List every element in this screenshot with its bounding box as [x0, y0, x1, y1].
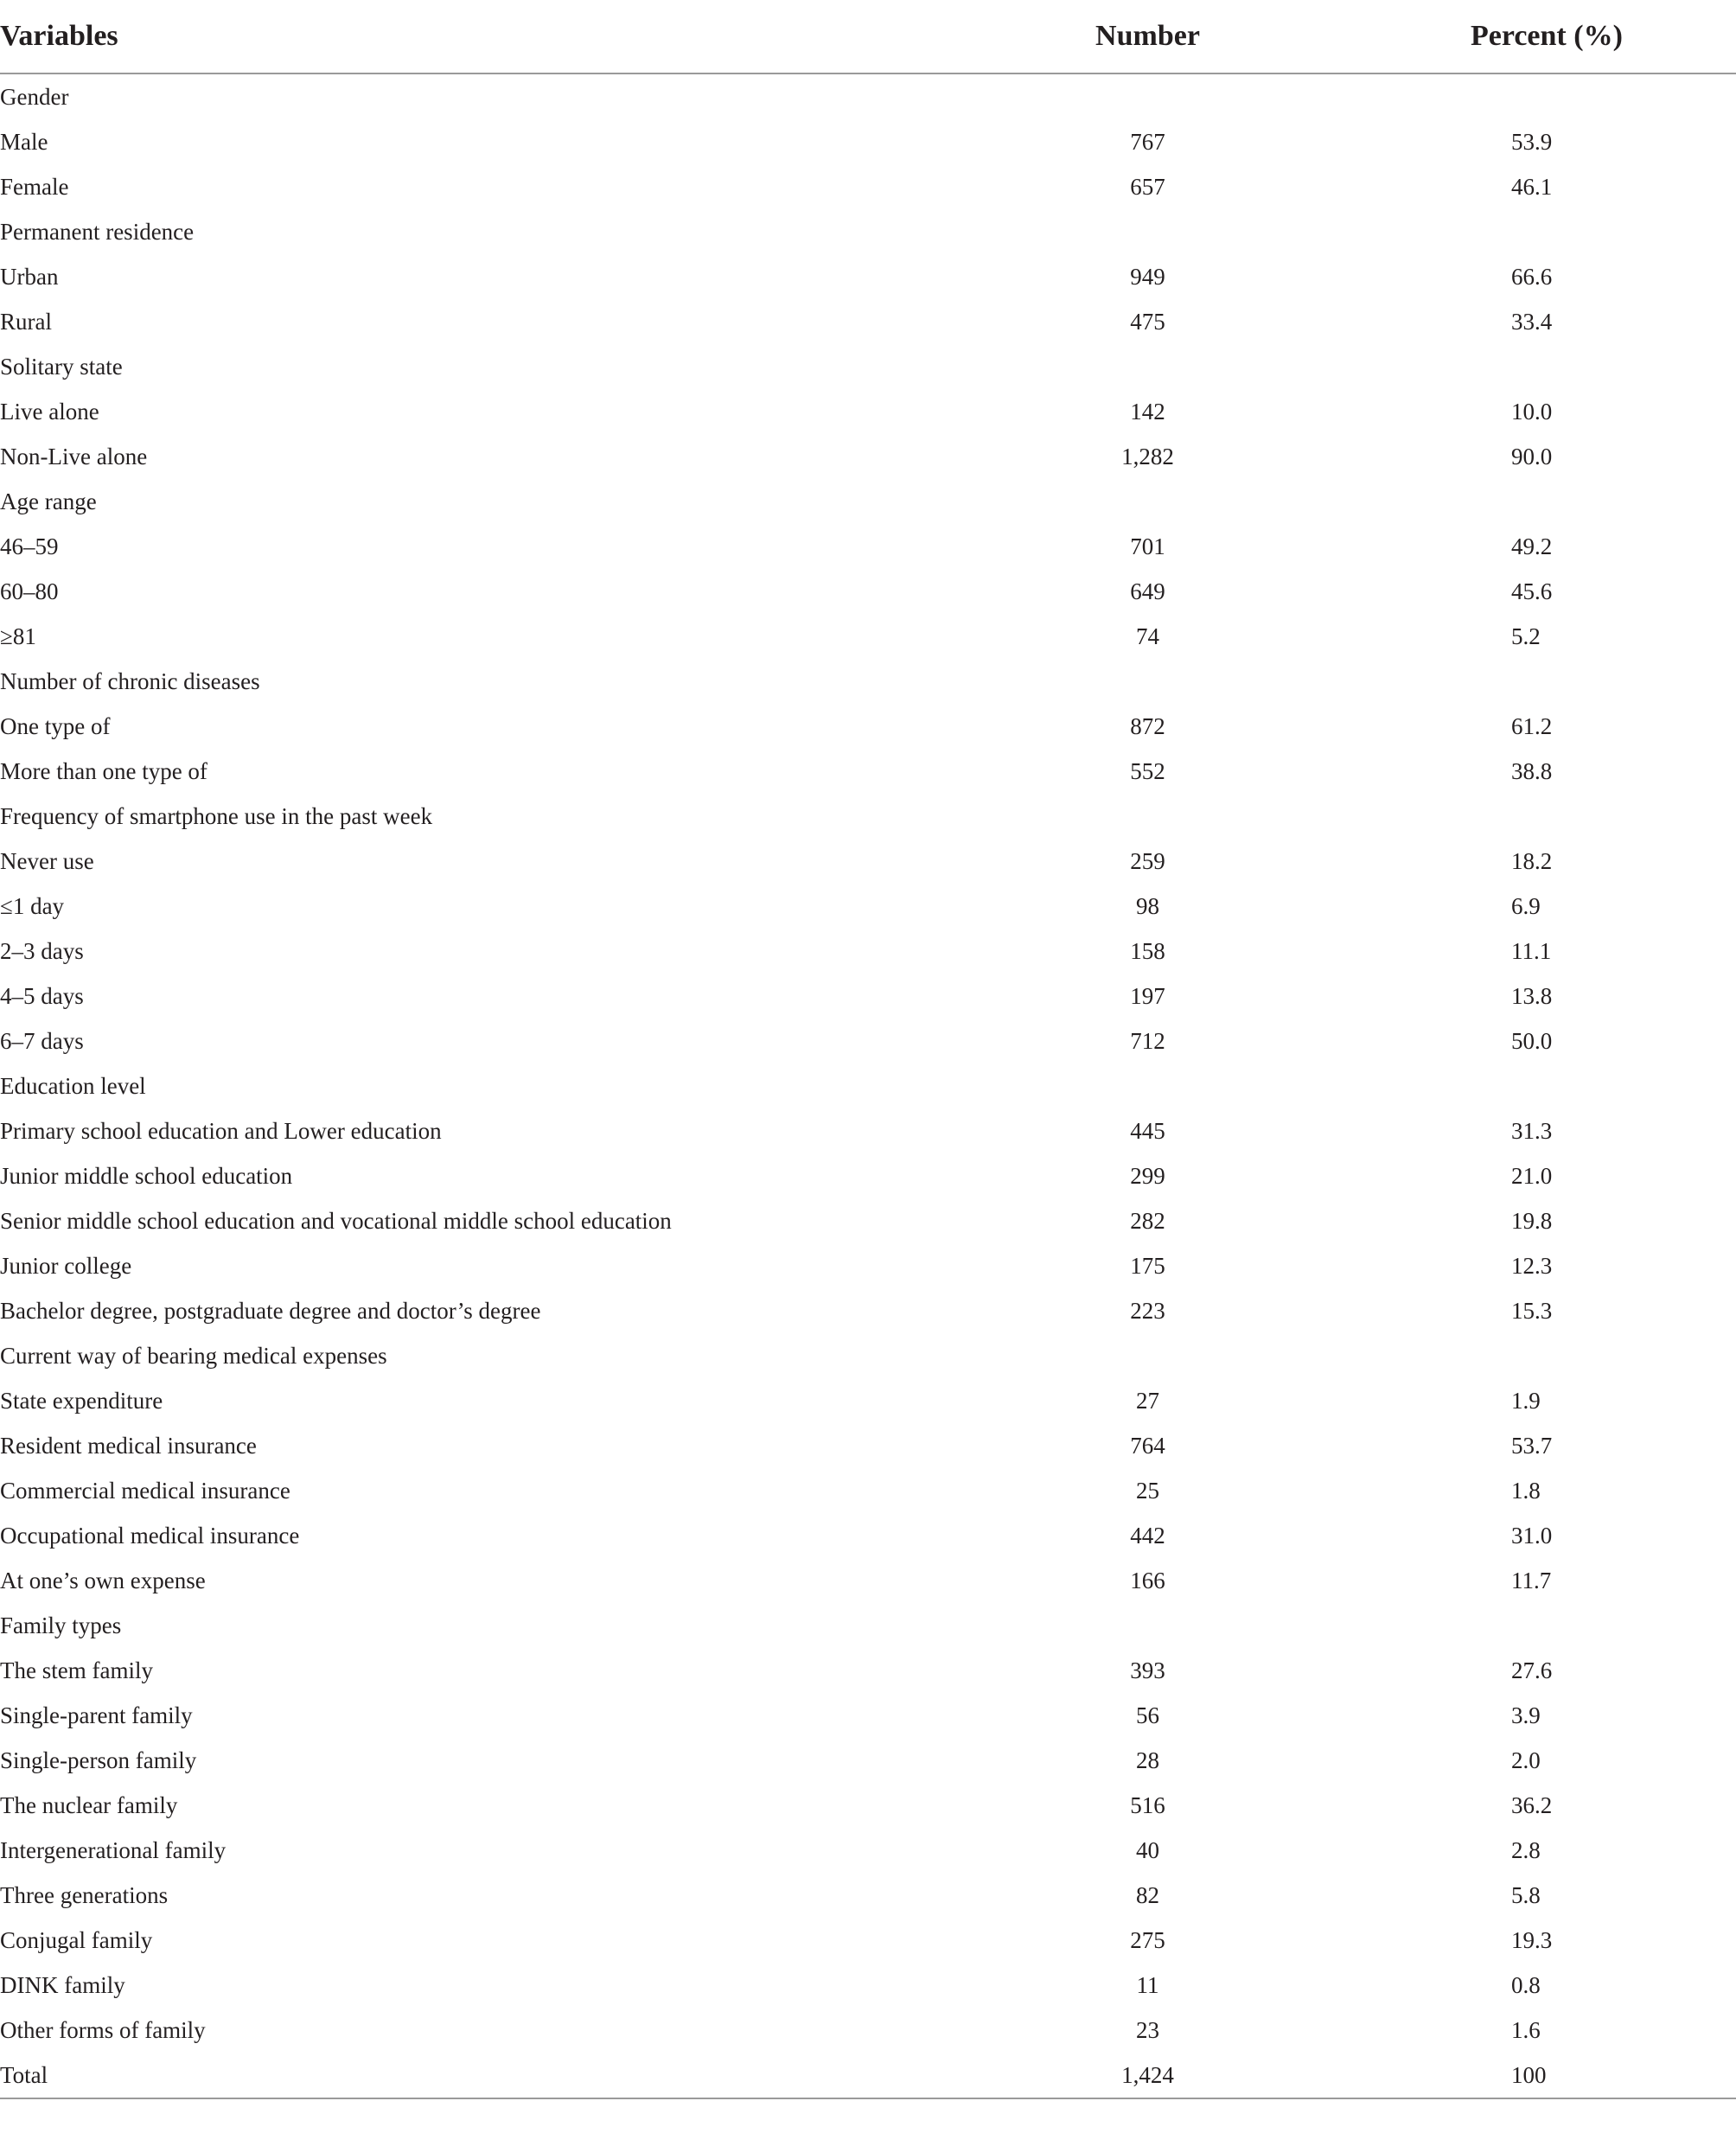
table-row [0, 1019, 1736, 1063]
variable-label: 6–7 days [0, 1027, 84, 1054]
variable-label: The stem family [0, 1657, 153, 1683]
variable-label: Conjugal family [0, 1926, 153, 1953]
number-cell: 158 [1130, 937, 1165, 964]
percent-cell: 27.6 [1511, 1657, 1553, 1683]
variable-label: ≤1 day [0, 892, 65, 919]
number-cell: 142 [1130, 398, 1165, 425]
percent-cell [1284, 1333, 1736, 1378]
variable-label: Junior middle school education [0, 1162, 293, 1189]
number-cell: 98 [1136, 892, 1159, 919]
variable-label: Female [0, 173, 69, 200]
table-row [0, 389, 1736, 434]
number-cell: 949 [1130, 263, 1165, 290]
table-row [0, 1873, 1736, 1918]
percent-cell: 53.7 [1511, 1432, 1553, 1459]
variable-label: Senior middle school education and vocational middle school education [0, 1207, 672, 1234]
section-header-row [0, 73, 1736, 119]
variable-label: 2–3 days [0, 937, 84, 964]
variable-label: State expenditure [0, 1387, 163, 1414]
number-cell: 1,424 [1012, 2053, 1284, 2098]
percent-cell: 61.2 [1511, 712, 1553, 739]
variable-label: Urban [0, 263, 59, 290]
section-label: Education level [0, 1072, 146, 1099]
number-cell [1012, 794, 1284, 839]
percent-cell: 49.2 [1511, 533, 1553, 559]
table-row [0, 569, 1736, 614]
number-cell: 475 [1130, 308, 1165, 335]
number-cell: 166 [1130, 1567, 1165, 1593]
percent-cell: 18.2 [1511, 847, 1553, 874]
percent-cell [1284, 1063, 1736, 1108]
table-row [0, 2008, 1736, 2053]
percent-cell: 6.9 [1511, 892, 1541, 919]
percent-cell: 13.8 [1511, 982, 1553, 1009]
percent-cell: 2.8 [1511, 1836, 1541, 1863]
variable-label: More than one type of [0, 757, 207, 784]
percent-cell [1284, 659, 1736, 704]
table-row [0, 524, 1736, 569]
section-header-row [0, 1333, 1736, 1378]
section-label: Solitary state [0, 353, 123, 380]
percent-cell: 1.6 [1511, 2016, 1541, 2043]
number-cell: 25 [1136, 1477, 1159, 1504]
number-cell: 28 [1136, 1747, 1159, 1773]
number-cell: 82 [1136, 1881, 1159, 1908]
table-row [0, 1423, 1736, 1468]
number-cell [1012, 1333, 1284, 1378]
percent-cell: 0.8 [1511, 1971, 1541, 1998]
percent-cell [1284, 479, 1736, 524]
variable-label: Resident medical insurance [0, 1432, 257, 1459]
number-cell [1012, 209, 1284, 254]
header-percent: Percent (%) [1284, 0, 1736, 73]
table-row [0, 1693, 1736, 1738]
variable-label: Three generations [0, 1881, 169, 1908]
table-row [0, 1198, 1736, 1243]
number-cell: 197 [1130, 982, 1165, 1009]
percent-cell: 53.9 [1511, 128, 1553, 155]
variable-label: 46–59 [0, 533, 59, 559]
section-label: Age range [0, 488, 97, 514]
table-row [0, 839, 1736, 884]
variable-label: DINK family [0, 1971, 125, 1998]
variable-label: Other forms of family [0, 2016, 206, 2043]
percent-cell: 1.8 [1511, 1477, 1541, 1504]
number-cell: 657 [1130, 173, 1165, 200]
variable-label: At one’s own expense [0, 1567, 206, 1593]
number-cell: 11 [1136, 1971, 1159, 1998]
number-cell [1012, 1603, 1284, 1648]
table-row [0, 299, 1736, 344]
percent-cell: 5.2 [1511, 623, 1541, 649]
percent-cell: 10.0 [1511, 398, 1553, 425]
table-row [0, 614, 1736, 659]
number-cell: 56 [1136, 1702, 1159, 1728]
table-row [0, 1738, 1736, 1783]
variable-label: Commercial medical insurance [0, 1477, 290, 1504]
percent-cell: 36.2 [1511, 1791, 1553, 1818]
section-label: Gender [0, 83, 69, 110]
variable-label: Junior college [0, 1252, 132, 1279]
percent-cell: 3.9 [1511, 1702, 1541, 1728]
percent-cell: 90.0 [1511, 443, 1553, 469]
percent-cell: 19.8 [1511, 1207, 1553, 1234]
number-cell [1012, 659, 1284, 704]
table-row [0, 929, 1736, 974]
number-cell: 393 [1130, 1657, 1165, 1683]
number-cell: 872 [1130, 712, 1165, 739]
variable-label: Single-parent family [0, 1702, 193, 1728]
percent-cell: 21.0 [1511, 1162, 1553, 1189]
number-cell: 40 [1136, 1836, 1159, 1863]
percent-cell: 15.3 [1511, 1297, 1553, 1324]
table-body [0, 73, 1736, 2098]
percent-cell: 66.6 [1511, 263, 1553, 290]
percent-cell: 31.0 [1511, 1522, 1553, 1549]
variable-label: 4–5 days [0, 982, 84, 1009]
section-label: Permanent residence [0, 218, 195, 245]
number-cell: 175 [1130, 1252, 1165, 1279]
percent-cell: 50.0 [1511, 1027, 1553, 1054]
section-header-row [0, 344, 1736, 389]
percent-cell [1284, 794, 1736, 839]
total-row [0, 2053, 1736, 2098]
variable-label: Rural [0, 308, 52, 335]
number-cell: 712 [1130, 1027, 1165, 1054]
number-cell: 767 [1130, 128, 1165, 155]
variable-label: Intergenerational family [0, 1836, 227, 1863]
number-cell: 442 [1130, 1522, 1165, 1549]
number-cell: 259 [1130, 847, 1165, 874]
header-row [0, 0, 1736, 73]
table-row [0, 164, 1736, 209]
variable-label: Primary school education and Lower education [0, 1117, 442, 1144]
table-row [0, 1558, 1736, 1603]
percent-cell: 45.6 [1511, 578, 1553, 604]
table-row [0, 1288, 1736, 1333]
variable-label: Non-Live alone [0, 443, 148, 469]
percent-cell [1284, 1603, 1736, 1648]
table-row [0, 1108, 1736, 1153]
section-header-row [0, 1063, 1736, 1108]
table-row [0, 1648, 1736, 1693]
percent-cell: 11.1 [1511, 937, 1552, 964]
table-row [0, 1918, 1736, 1963]
number-cell: 445 [1130, 1117, 1165, 1144]
table-header [0, 0, 1736, 73]
percent-cell: 31.3 [1511, 1117, 1553, 1144]
number-cell [1012, 479, 1284, 524]
percent-cell: 5.8 [1511, 1881, 1541, 1908]
table-row [0, 254, 1736, 299]
variable-label: Live alone [0, 398, 99, 425]
number-cell: 516 [1130, 1791, 1165, 1818]
section-label: Number of chronic diseases [0, 667, 260, 694]
number-cell: 23 [1136, 2016, 1159, 2043]
number-cell: 649 [1130, 578, 1165, 604]
variable-label: Occupational medical insurance [0, 1522, 300, 1549]
percent-cell [1284, 73, 1736, 119]
number-cell: 223 [1130, 1297, 1165, 1324]
number-cell: 74 [1136, 623, 1159, 649]
percent-cell: 2.0 [1511, 1747, 1541, 1773]
percent-cell: 38.8 [1511, 757, 1553, 784]
section-header-row [0, 794, 1736, 839]
table-row [0, 434, 1736, 479]
table-row [0, 884, 1736, 929]
number-cell: 701 [1130, 533, 1165, 559]
variable-label: One type of [0, 712, 111, 739]
number-cell [1012, 73, 1284, 119]
section-label: Family types [0, 1612, 122, 1638]
number-cell: 275 [1130, 1926, 1165, 1953]
table-row [0, 1243, 1736, 1288]
section-label: Frequency of smartphone use in the past week [0, 802, 433, 829]
percent-cell: 46.1 [1511, 173, 1553, 200]
header-number: Number [1012, 0, 1284, 73]
number-cell: 764 [1130, 1432, 1165, 1459]
table-row [0, 1378, 1736, 1423]
table-row [0, 1828, 1736, 1873]
table-row [0, 1963, 1736, 2008]
section-header-row [0, 479, 1736, 524]
table-row [0, 1468, 1736, 1513]
variable-label: 60–80 [0, 578, 59, 604]
variable-label: Male [0, 128, 48, 155]
number-cell: 282 [1130, 1207, 1165, 1234]
variable-label: The nuclear family [0, 1791, 178, 1818]
percent-cell: 12.3 [1511, 1252, 1553, 1279]
number-cell: 27 [1136, 1387, 1159, 1414]
number-cell [1012, 1063, 1284, 1108]
section-label: Current way of bearing medical expenses [0, 1342, 387, 1369]
percent-cell: 11.7 [1511, 1567, 1552, 1593]
section-header-row [0, 659, 1736, 704]
variable-label: ≥81 [0, 623, 36, 649]
percent-cell [1284, 209, 1736, 254]
table-row [0, 749, 1736, 794]
number-cell: 1,282 [1121, 443, 1174, 469]
variable-label: Single-person family [0, 1747, 197, 1773]
percent-cell: 33.4 [1511, 308, 1553, 335]
table-row [0, 1153, 1736, 1198]
header-variables: Variables [0, 0, 1012, 73]
table-row [0, 119, 1736, 164]
table-row [0, 1783, 1736, 1828]
number-cell [1012, 344, 1284, 389]
table-row [0, 974, 1736, 1019]
section-header-row [0, 209, 1736, 254]
table-row [0, 1513, 1736, 1558]
variable-label: Bachelor degree, postgraduate degree and doctor’s degree [0, 1297, 541, 1324]
variable-label: Never use [0, 847, 94, 874]
percent-cell [1284, 344, 1736, 389]
variable-label: Total [0, 2053, 1012, 2098]
percent-cell: 19.3 [1511, 1926, 1553, 1953]
table-row [0, 704, 1736, 749]
percent-cell: 100 [1284, 2053, 1736, 2098]
percent-cell: 1.9 [1511, 1387, 1541, 1414]
number-cell: 299 [1130, 1162, 1165, 1189]
number-cell: 552 [1130, 757, 1165, 784]
section-header-row [0, 1603, 1736, 1648]
